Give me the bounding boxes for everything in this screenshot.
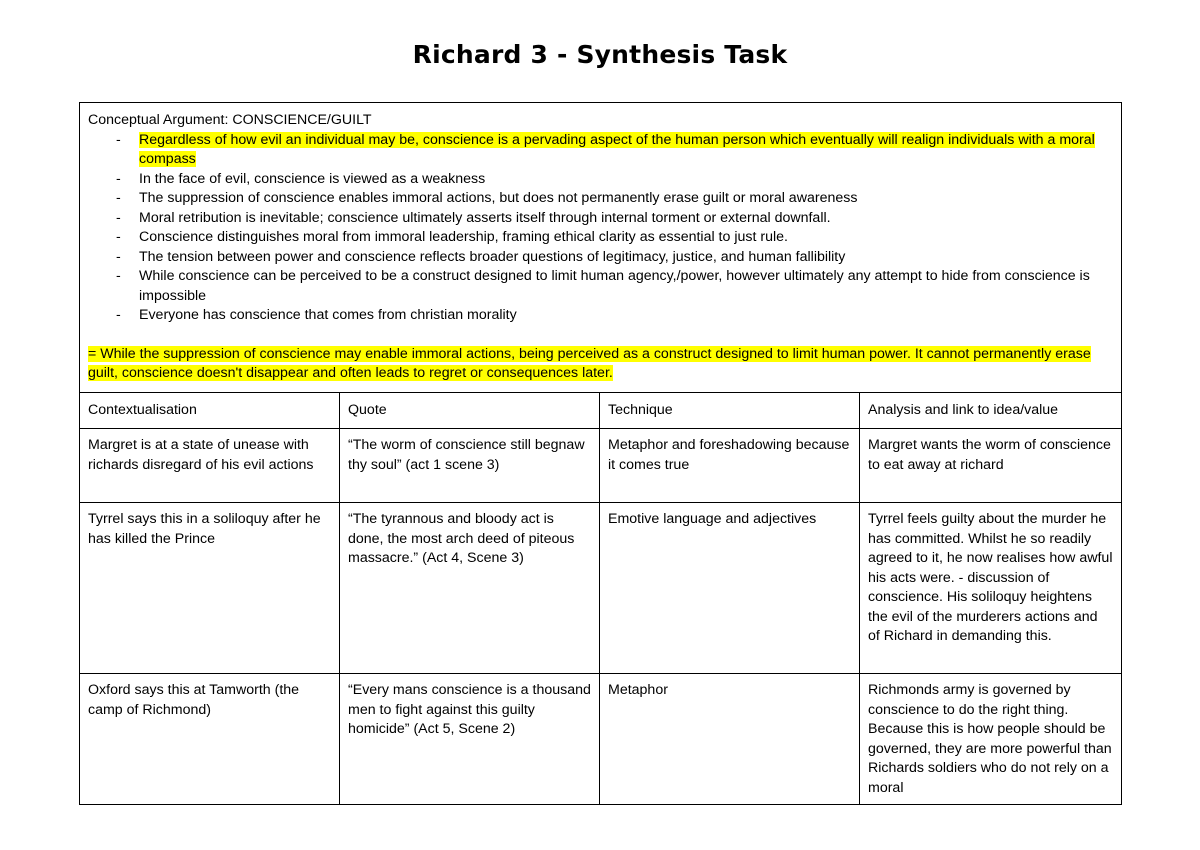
table-row [80, 503, 1122, 674]
cell-contextualisation: Oxford says this at Tamworth (the camp of Richmond) [80, 674, 340, 805]
cell-analysis: Margret wants the worm of conscience to eat away at richard [860, 429, 1122, 503]
cell-analysis: Tyrrel feels guilty about the murder he has committed. Whilst he so readily agreed to it, he now realises how awful his acts were. - discussion of conscience. His soliloquy heightens the evil of the murderers actions and of Richard in demanding this. [860, 503, 1122, 674]
table-row [80, 674, 1122, 805]
concept-cell [80, 103, 1122, 393]
cell-technique: Emotive language and adjectives [600, 503, 860, 674]
concept-bullet [139, 267, 1113, 306]
concept-bullet-text: Everyone has conscience that comes from christian morality [139, 307, 517, 323]
cell-quote: “The tyrannous and bloody act is done, the most arch deed of piteous massacre.” (Act 4, Scene 3) [340, 503, 600, 674]
concept-bullet-text: Regardless of how evil an individual may be, conscience is a pervading aspect of the human person which eventually will realign individuals with a moral compass [139, 131, 1095, 167]
concept-bullet [139, 170, 1113, 190]
cell-contextualisation: Margret is at a state of unease with richards disregard of his evil actions [80, 429, 340, 503]
concept-conclusion-text: = While the suppression of conscience may enable immoral actions, being perceived as a construct designed to limit human power. It cannot permanently erase guilt, conscience doesn't disappear and often leads to regret or consequences later. [88, 345, 1091, 381]
concept-bullet [139, 228, 1113, 248]
concept-bullet [139, 131, 1113, 170]
column-header-analysis: Analysis and link to idea/value [860, 392, 1122, 429]
table-header-row [80, 392, 1122, 429]
table-row [80, 429, 1122, 503]
concept-bullet-text: While conscience can be perceived to be a construct designed to limit human agency,/power, however ultimately any attempt to hide from conscience is impossible [139, 268, 1090, 304]
cell-technique: Metaphor and foreshadowing because it comes true [600, 429, 860, 503]
cell-quote: “Every mans conscience is a thousand men to fight against this guilty homicide” (Act 5, Scene 2) [340, 674, 600, 805]
concept-bullet [139, 189, 1113, 209]
concept-bullet [139, 306, 1113, 326]
concept-bullet-text: Moral retribution is inevitable; conscience ultimately asserts itself through internal torment or external downfall. [139, 209, 831, 226]
concept-bullet-list [88, 131, 1113, 326]
concept-bullet [139, 209, 1113, 229]
column-header-contextualisation: Contextualisation [80, 392, 340, 429]
concept-bullet-text: The suppression of conscience enables immoral actions, but does not permanently erase guilt or moral awareness [139, 190, 858, 206]
concept-row [80, 103, 1122, 393]
page-title: Richard 3 - Synthesis Task [412, 40, 788, 69]
cell-contextualisation: Tyrrel says this in a soliloquy after he has killed the Prince [80, 503, 340, 674]
concept-conclusion [88, 345, 1113, 384]
cell-quote: “The worm of conscience still begnaw thy soul” (act 1 scene 3) [340, 429, 600, 503]
synthesis-table [79, 102, 1122, 805]
concept-bullet-text: The tension between power and conscience reflects broader questions of legitimacy, justice, and human fallibility [139, 248, 846, 265]
concept-bullet-text: In the face of evil, conscience is viewed as a weakness [139, 170, 486, 187]
cell-analysis: Richmonds army is governed by conscience to do the right thing. Because this is how people should be governed, they are more powerful than Richards soldiers who do not rely on a moral [860, 674, 1122, 805]
concept-heading: Conceptual Argument: CONSCIENCE/GUILT [88, 112, 372, 128]
column-header-quote: Quote [340, 392, 600, 429]
concept-bullet-text: Conscience distinguishes moral from immoral leadership, framing ethical clarity as essential to just rule. [139, 229, 788, 245]
column-header-technique: Technique [600, 392, 860, 429]
cell-technique: Metaphor [600, 674, 860, 805]
concept-bullet [139, 248, 1113, 268]
